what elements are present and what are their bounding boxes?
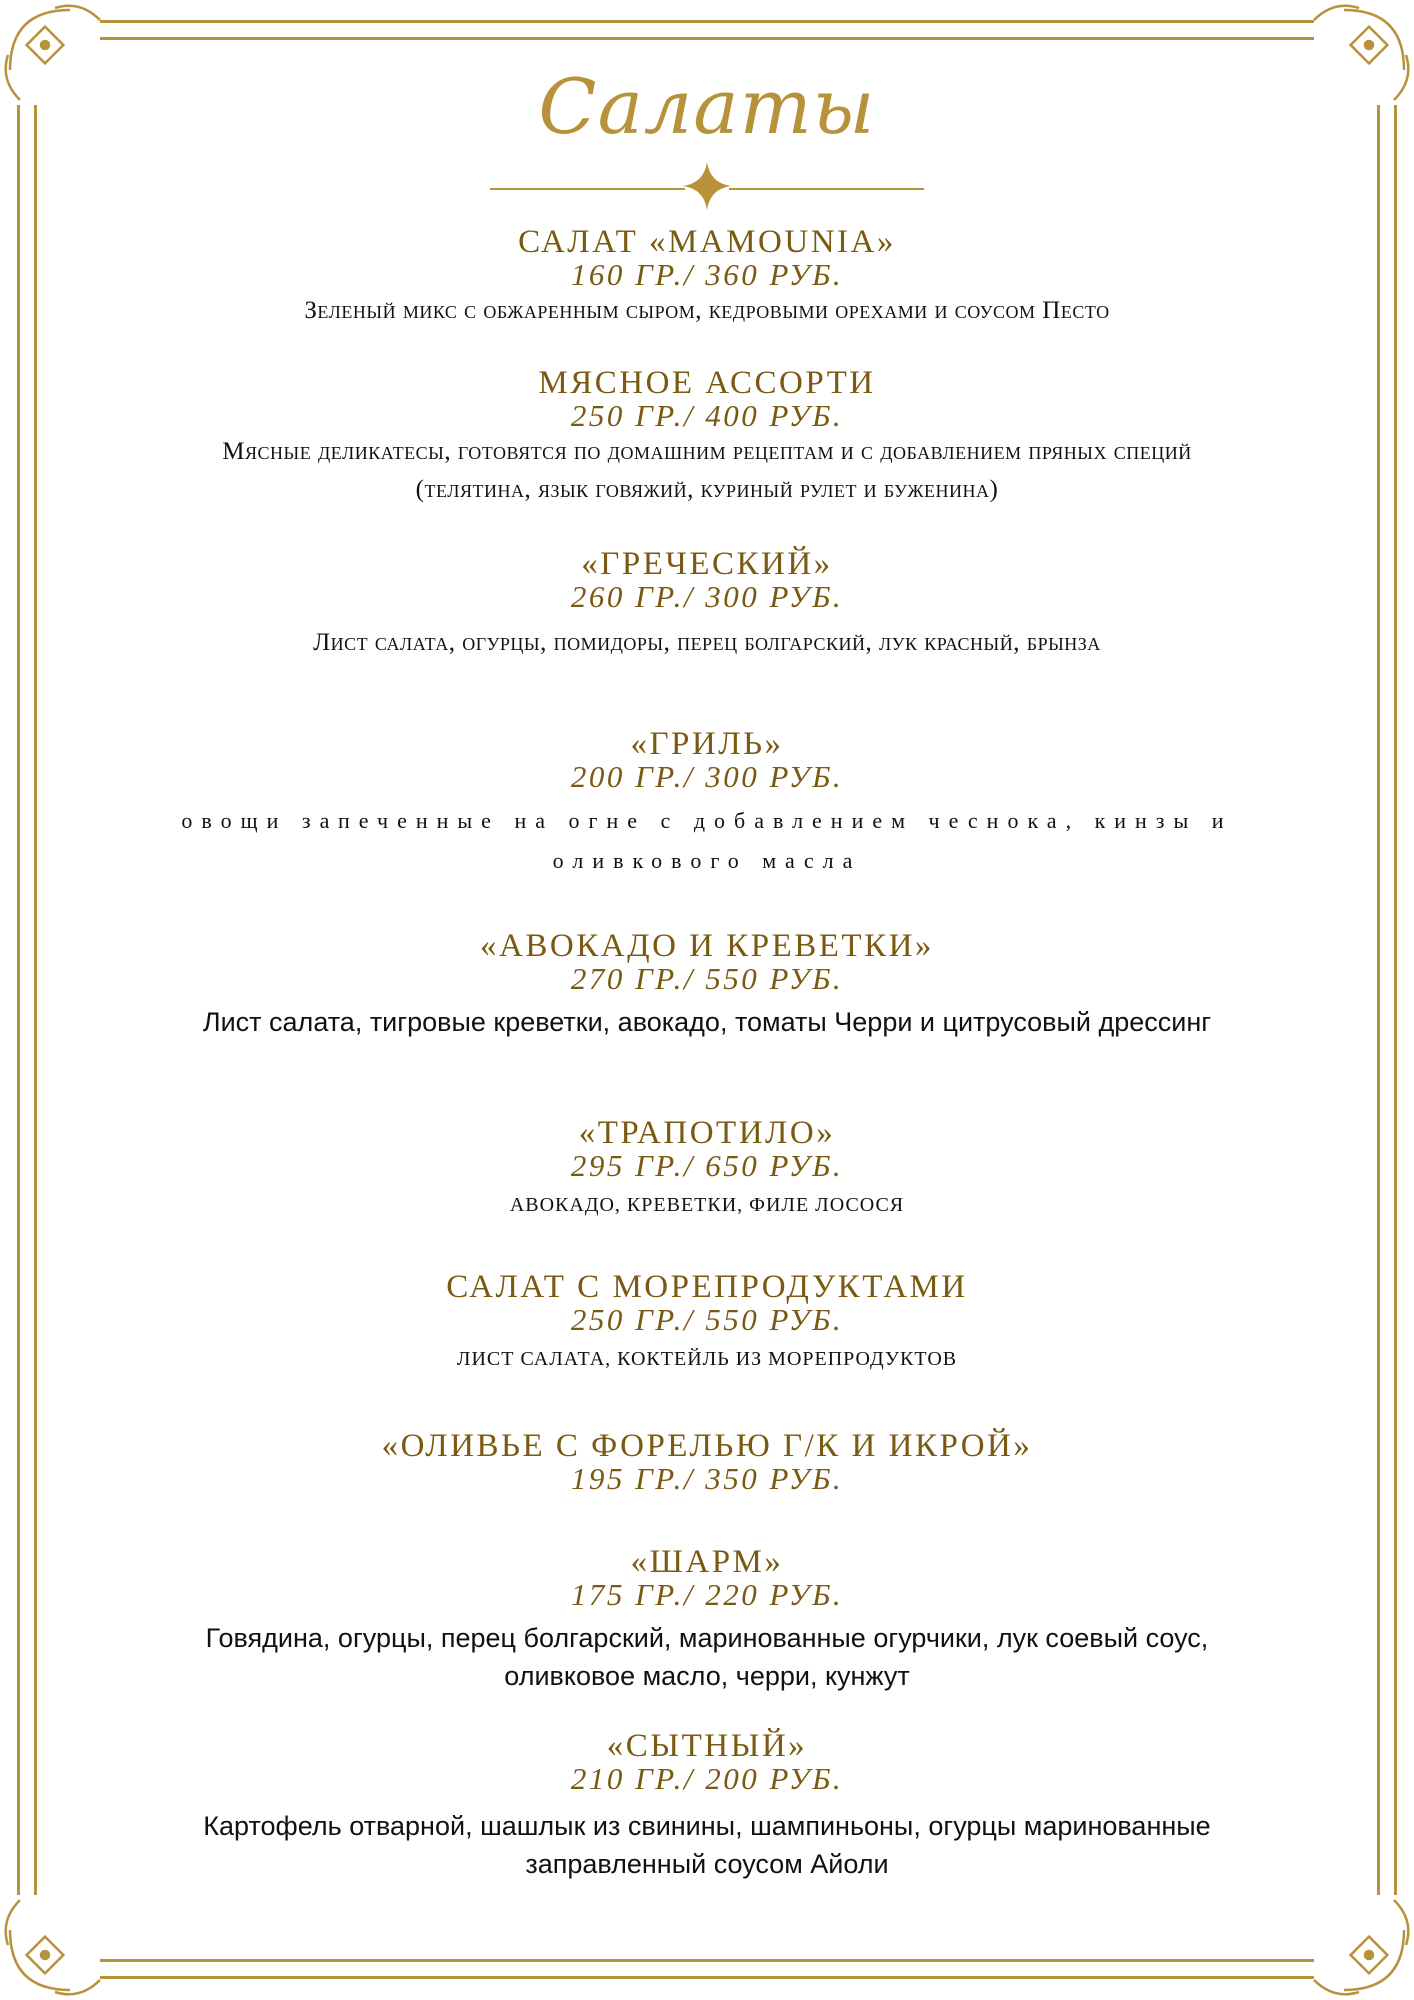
frame-bottom-inner <box>100 1959 1314 1962</box>
star-ornament-icon <box>683 162 731 210</box>
dish-description: овощи запеченные на огне с добавлением чеснока, кинзы и <box>181 808 1233 833</box>
dish-price: 250 ГР./ 550 РУБ. <box>570 1302 844 1337</box>
dish-price: 295 ГР./ 650 РУБ. <box>570 1148 844 1183</box>
menu-item-greek <box>100 547 1314 661</box>
dish-price: 270 ГР./ 550 РУБ. <box>570 961 844 996</box>
dish-price: 175 ГР./ 220 РУБ. <box>570 1577 844 1612</box>
dish-name: САЛАТ С МОРЕПРОДУКТАМИ <box>446 1269 968 1305</box>
dish-price: 260 ГР./ 300 РУБ. <box>570 579 844 614</box>
dish-name: «ТРАПОТИЛО» <box>578 1115 836 1151</box>
dish-name: «ГРЕЧЕСКИЙ» <box>581 546 833 582</box>
dish-description: Зеленый микс с обжаренным сыром, кедровыми орехами и соусом Песто <box>304 297 1110 324</box>
dish-description-line2: оливковое масло, черри, кунжут <box>504 1661 910 1691</box>
menu-item-meat-platter <box>100 366 1314 508</box>
frame-top-outer <box>100 20 1314 23</box>
dish-name: МЯСНОЕ АССОРТИ <box>538 365 876 401</box>
corner-ornament-bottom-left-icon <box>0 1890 110 2000</box>
corner-ornament-bottom-right-icon <box>1304 1890 1414 2000</box>
dish-name: «АВОКАДО И КРЕВЕТКИ» <box>480 928 934 964</box>
page-title: Салаты <box>538 62 876 151</box>
menu-item-charm <box>100 1545 1314 1695</box>
menu-item-olivier-trout <box>100 1429 1314 1495</box>
frame-right-inner <box>1377 105 1380 1895</box>
dish-name: САЛАТ «MAMOUNIA» <box>518 224 896 260</box>
menu-item-hearty <box>100 1729 1314 1883</box>
dish-description: ЛИСТ САЛАТА, КОКТЕЙЛЬ ИЗ МОРЕПРОДУКТОВ <box>456 1348 958 1370</box>
dish-name: «ГРИЛЬ» <box>630 726 784 762</box>
dish-price: 200 ГР./ 300 РУБ. <box>570 759 844 794</box>
dish-description-line2: заправленный соусом Айоли <box>525 1849 889 1879</box>
dish-price: 160 ГР./ 360 РУБ. <box>570 257 844 292</box>
frame-left-outer <box>17 105 20 1895</box>
title-rule-left <box>490 188 685 190</box>
dish-price: 210 ГР./ 200 РУБ. <box>570 1761 844 1796</box>
dish-name: «ШАРМ» <box>630 1544 784 1580</box>
dish-description: АВОКАДО, КРЕВЕТКИ, ФИЛЕ ЛОСОСЯ <box>509 1194 905 1216</box>
dish-name: «ОЛИВЬЕ С ФОРЕЛЬЮ Г/К И ИКРОЙ» <box>381 1428 1033 1464</box>
dish-description: Лист салата, огурцы, помидоры, перец болгарский, лук красный, брынза <box>313 629 1101 656</box>
menu-item-grill <box>100 727 1314 881</box>
dish-description: Картофель отварной, шашлык из свинины, шампиньоны, огурцы маринованные <box>203 1811 1211 1841</box>
title-rule-right <box>729 188 924 190</box>
frame-bottom-outer <box>100 1976 1314 1979</box>
dish-description: Лист салата, тигровые креветки, авокадо, томаты Черри и цитрусовый дрессинг <box>202 1007 1212 1037</box>
frame-left-inner <box>34 105 37 1895</box>
menu-item-mamounia <box>100 225 1314 329</box>
frame-top-inner <box>100 37 1314 40</box>
menu-item-trapotilo <box>100 1116 1314 1220</box>
dish-description-line2: оливкового масла <box>552 848 862 873</box>
dish-price: 250 ГР./ 400 РУБ. <box>570 398 844 433</box>
menu-item-avocado-shrimp <box>100 929 1314 1041</box>
dish-description-line2: (телятина, язык говяжий, куриный рулет и буженина) <box>415 476 999 503</box>
frame-right-outer <box>1394 105 1397 1895</box>
dish-description: Мясные деликатесы, готовятся по домашним рецептам и с добавлением пряных специй <box>222 438 1192 465</box>
menu-item-seafood-salad <box>100 1270 1314 1374</box>
dish-name: «СЫТНЫЙ» <box>606 1728 808 1764</box>
dish-description: Говядина, огурцы, перец болгарский, маринованные огурчики, лук соевый соус, <box>205 1623 1209 1653</box>
dish-price: 195 ГР./ 350 РУБ. <box>570 1461 844 1496</box>
